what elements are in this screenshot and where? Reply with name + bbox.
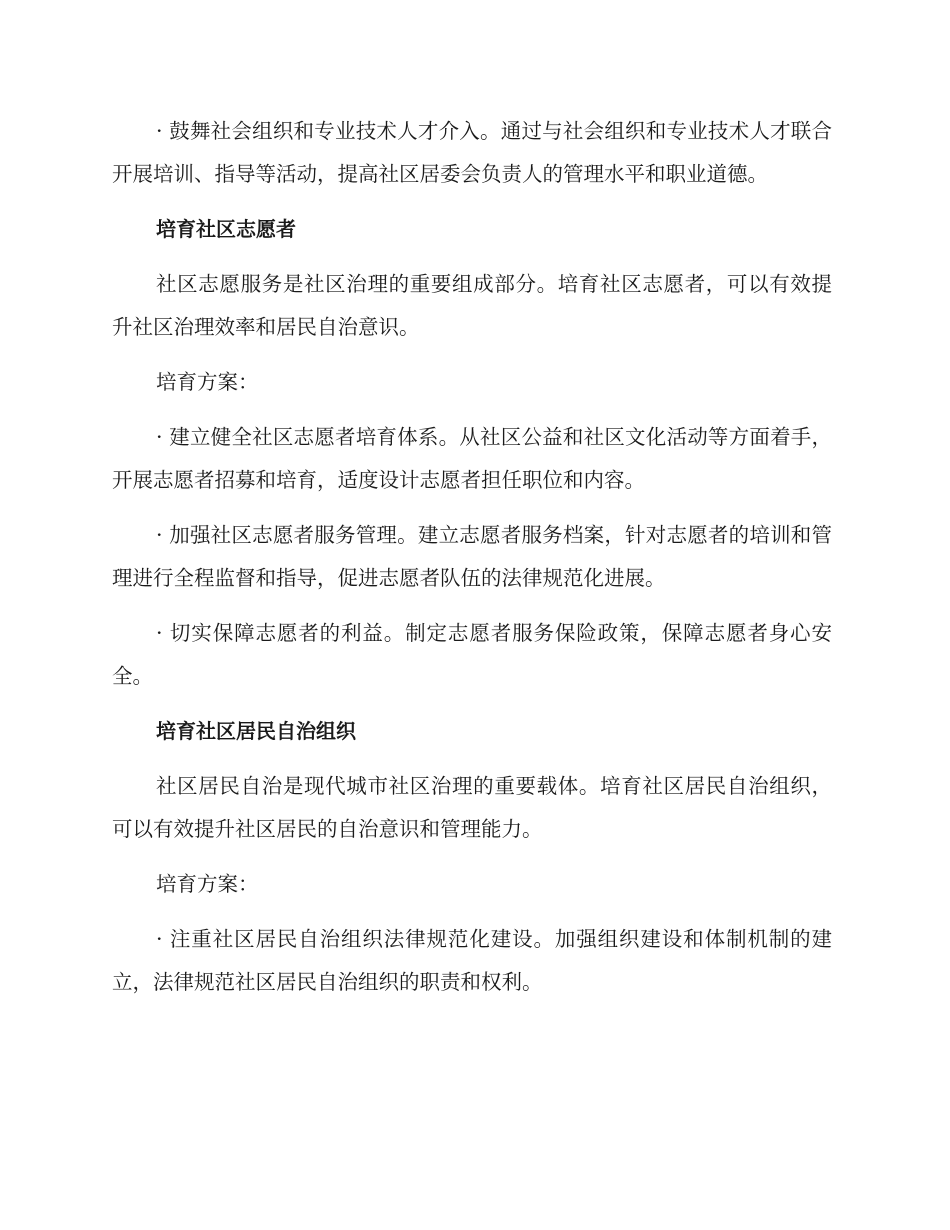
paragraph-volunteer-intro: 社区志愿服务是社区治理的重要组成部分。培育社区志愿者，可以有效提升社区治理效率和居民自治意识。: [112, 272, 832, 339]
paragraph-bullet-volunteer-system: · 建立健全社区志愿者培育体系。从社区公益和社区文化活动等方面着手，开展志愿者招募和培育，适度设计志愿者担任职位和内容。: [112, 425, 832, 492]
paragraph-bullet-volunteer-benefits: · 切实保障志愿者的利益。制定志愿者服务保险政策，保障志愿者身心安全。: [112, 621, 832, 688]
section-heading-self-governance: 培育社区居民自治组织: [156, 719, 356, 743]
paragraph-self-governance-intro: 社区居民自治是现代城市社区治理的重要载体。培育社区居民自治组织，可以有效提升社区居民的自治意识和管理能力。: [112, 774, 832, 841]
paragraph-plan-label-2: 培育方案：: [156, 872, 259, 896]
document-body: [112, 110, 832, 1016]
paragraph-bullet-volunteer-management: · 加强社区志愿者服务管理。建立志愿者服务档案，针对志愿者的培训和管理进行全程监督和指导，促进志愿者队伍的法律规范化进展。: [112, 523, 832, 590]
section-heading-volunteers: 培育社区志愿者: [156, 217, 296, 241]
paragraph-plan-label: 培育方案：: [156, 370, 259, 394]
paragraph-bullet-legal-standardization: · 注重社区居民自治组织法律规范化建设。加强组织建设和体制机制的建立，法律规范社区居民自治组织的职责和权利。: [112, 927, 832, 994]
paragraph-bullet-social-organizations: · 鼓舞社会组织和专业技术人才介入。通过与社会组织和专业技术人才联合开展培训、指导等活动，提高社区居委会负责人的管理水平和职业道德。: [112, 119, 832, 186]
